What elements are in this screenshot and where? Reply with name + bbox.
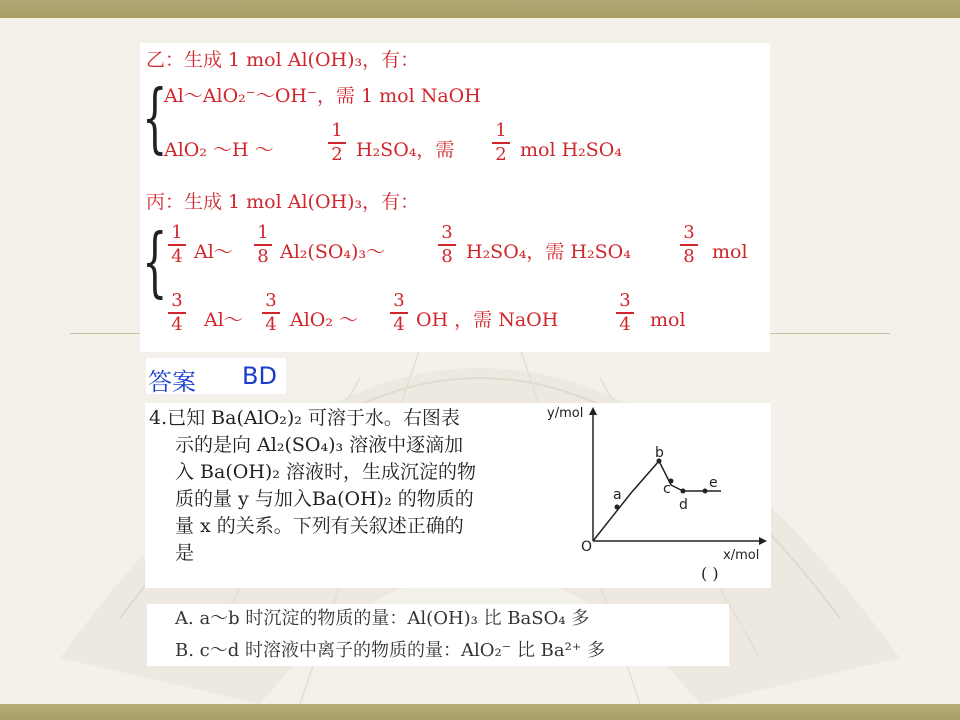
bing-line2-f2: 3 4 bbox=[262, 291, 280, 335]
bing-line1-t2: Al₂(SO₄)₃～ bbox=[280, 241, 386, 263]
bing-heading: 丙：生成 1 mol Al(OH)₃，有： bbox=[146, 191, 420, 213]
label-a: a bbox=[613, 487, 622, 503]
question-line6: 是 bbox=[175, 542, 195, 564]
origin-label: O bbox=[581, 539, 593, 555]
label-c: c bbox=[663, 481, 671, 497]
yi-brace: { bbox=[142, 75, 168, 163]
bing-line2-t2: AlO₂ ～ bbox=[290, 309, 359, 331]
answer-label: 答案 bbox=[148, 368, 196, 396]
answer-box bbox=[146, 358, 286, 394]
question-line4: 质的量 y 与加入Ba(OH)₂ 的物质的 bbox=[175, 488, 474, 510]
label-e: e bbox=[709, 475, 718, 491]
bing-line2-f1: 3 4 bbox=[168, 291, 186, 335]
yi-line2-fraction: 1 2 bbox=[328, 121, 346, 165]
precipitate-graph bbox=[545, 403, 771, 563]
bing-line2-f4: 3 4 bbox=[616, 291, 634, 335]
options-panel bbox=[147, 604, 729, 666]
yi-heading: 乙：生成 1 mol Al(OH)₃，有： bbox=[146, 49, 420, 71]
option-b: B. c～d 时溶液中离子的物质的量：AlO₂⁻ 比 Ba²⁺ 多 bbox=[175, 640, 606, 661]
point-a bbox=[615, 505, 620, 510]
question-line1: 4.已知 Ba(AlO₂)₂ 可溶于水。右图表 bbox=[149, 407, 460, 429]
label-d: d bbox=[679, 497, 688, 513]
bing-line1-t4: mol bbox=[712, 241, 748, 263]
solution-panel bbox=[140, 43, 770, 352]
yi-line2-a: AlO₂ ～H ～ bbox=[164, 139, 274, 161]
answer-paren: ( ) bbox=[701, 564, 719, 583]
yi-line2-fraction2: 1 2 bbox=[492, 121, 510, 165]
bing-line1-t3: H₂SO₄，需 H₂SO₄ bbox=[466, 241, 631, 263]
bing-line1-t1: Al～ bbox=[194, 241, 233, 263]
y-axis-arrow bbox=[589, 407, 597, 415]
point-d bbox=[681, 489, 686, 494]
bing-line2-t4: mol bbox=[650, 309, 686, 331]
question-line3: 入 Ba(OH)₂ 溶液时，生成沉淀的物 bbox=[175, 461, 476, 483]
yi-line2-b: H₂SO₄，需 bbox=[356, 139, 455, 161]
bing-line2-t3: OH ，需 NaOH bbox=[416, 309, 559, 331]
option-a: A. a～b 时沉淀的物质的量：Al(OH)₃ 比 BaSO₄ 多 bbox=[175, 608, 590, 629]
bing-line1-f3: 3 8 bbox=[438, 223, 456, 267]
label-b: b bbox=[655, 445, 664, 461]
question-panel bbox=[145, 403, 771, 588]
bottom-decorative-bar bbox=[0, 704, 960, 720]
x-axis-arrow bbox=[759, 537, 767, 545]
top-decorative-bar bbox=[0, 0, 960, 18]
bing-line1-f4: 3 8 bbox=[680, 223, 698, 267]
bing-brace: { bbox=[142, 219, 168, 307]
yi-line1: Al～AlO₂⁻～OH⁻，需 1 mol NaOH bbox=[164, 85, 481, 107]
bing-line1-f2: 1 8 bbox=[254, 223, 272, 267]
point-e bbox=[703, 489, 708, 494]
answer-value: BD bbox=[242, 362, 277, 390]
bing-line2-f3: 3 4 bbox=[390, 291, 408, 335]
x-axis-label: x/mol bbox=[723, 548, 760, 563]
question-line5: 量 x 的关系。下列有关叙述正确的 bbox=[175, 515, 464, 537]
bing-line1-f1: 1 4 bbox=[168, 223, 186, 267]
bing-line2-t1: Al～ bbox=[204, 309, 243, 331]
question-line2: 示的是向 Al₂(SO₄)₃ 溶液中逐滴加 bbox=[175, 434, 464, 456]
yi-line2-c: mol H₂SO₄ bbox=[520, 139, 622, 161]
y-axis-label: y/mol bbox=[547, 406, 584, 421]
